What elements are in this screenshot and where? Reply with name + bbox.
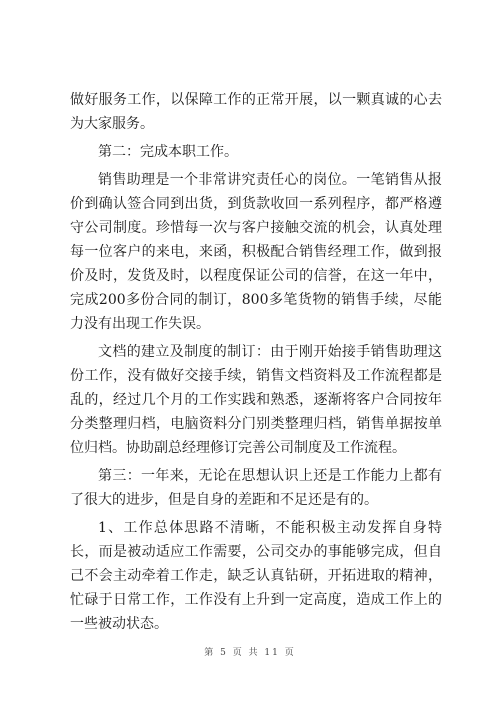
paragraph-6: 1、工作总体思路不清晰，不能积极主动发挥自身特长，而是被动适应工作需要，公司交办的事能够完成，但自己不会主动牵着工作走，缺乏认真钻研，开拓进取的精神，忙碌于日常工作，工作没有上升到一定高度，造成工作上的一些被动状态。 [70,520,442,632]
page-number-footer: 第 5 页 共 11 页 [204,648,296,658]
paragraph-4: 文档的建立及制度的制订：由于刚开始接手销售助理这份工作，没有做好交接手续，销售文档资料及工作流程都是乱的，经过几个月的工作实践和熟悉，逐渐将客户合同按年分类整理归档，电脑资料分门别类整理归档，销售单据按单位归档。协助副总经理修订完善公司制度及工作流程。 [70,344,442,456]
paragraph-2: 第二：完成本职工作。 [98,144,238,160]
document-body [70,88,442,636]
paragraph-5: 第三：一年来，无论在思想认识上还是工作能力上都有了很大的进步，但是自身的差距和不足还是有的。 [70,468,442,508]
paragraph-3: 销售助理是一个非常讲究责任心的岗位。一笔销售从报价到确认签合同到出货，到货款收回一系列程序，都严格遵守公司制度。珍惜每一次与客户接触交流的机会，认真处理每一位客户的来电，来函，积极配合销售经理工作，做到报价及时，发货及时，以程度保证公司的信誉，在这一年中，完成200多份合同的制订，800多笔货物的销售手续，尽能力没有出现工作失误。 [70,172,442,332]
paragraph-1: 做好服务工作，以保障工作的正常开展，以一颗真诚的心去为大家服务。 [70,92,442,132]
